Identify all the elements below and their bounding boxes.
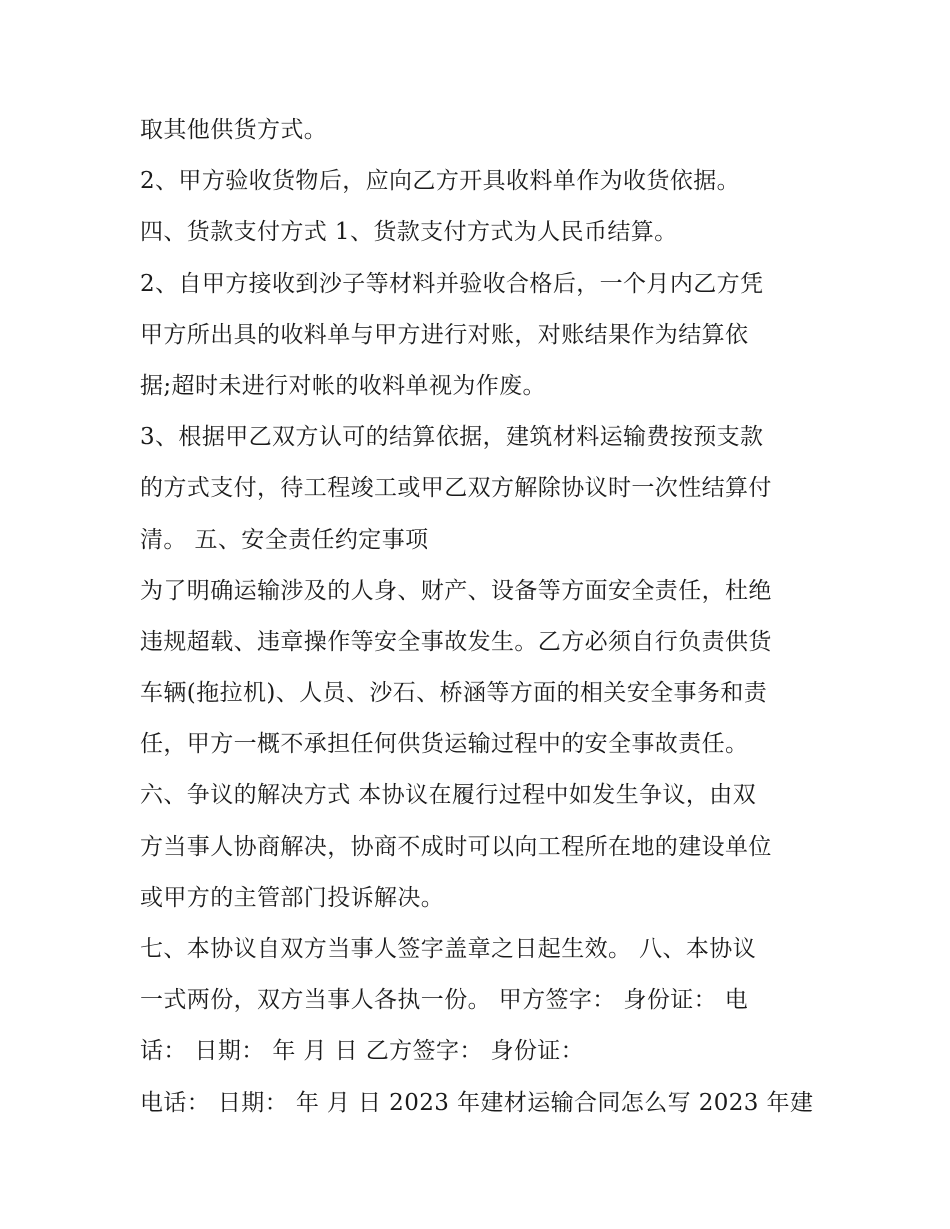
text-line: 六、争议的解决方式 本协议在履行过程中如发生争议，由双 xyxy=(140,782,757,809)
text-line: 一式两份，双方当事人各执一份。 甲方签字： 身份证： 电 xyxy=(140,987,749,1014)
text-line: 车辆(拖拉机)、人员、沙石、桥涵等方面的相关安全事务和责 xyxy=(140,680,768,707)
text-line: 或甲方的主管部门投诉解决。 xyxy=(140,884,445,911)
text-line: 取其他供货方式。 xyxy=(140,117,328,143)
text-line: 方当事人协商解决，协商不成时可以向工程所在地的建设单位 xyxy=(140,833,772,860)
text-line: 电话： 日期： 年 月 日 2023 年建材运输合同怎么写 2023 年建 xyxy=(140,1089,814,1116)
text-line: 为了明确运输涉及的人身、财产、设备等方面安全责任，杜绝 xyxy=(140,577,772,604)
text-line: 的方式支付，待工程竣工或甲乙双方解除协议时一次性结算付 xyxy=(140,475,772,502)
text-line: 七、本协议自双方当事人签字盖章之日起生效。 八、本协议 xyxy=(140,936,757,962)
text-line: 违规超载、违章操作等安全事故发生。乙方必须自行负责供货 xyxy=(140,628,772,655)
text-line: 四、货款支付方式 1、货款支付方式为人民币结算。 xyxy=(140,219,678,246)
document-body xyxy=(140,110,820,1134)
text-line: 2、自甲方接收到沙子等材料并验收合格后，一个月内乙方凭 xyxy=(140,270,764,297)
text-line: 任，甲方一概不承担任何供货运输过程中的安全事故责任。 xyxy=(140,731,749,758)
text-line: 话： 日期： 年 月 日 乙方签字： 身份证： xyxy=(140,1038,585,1065)
text-line: 甲方所出具的收料单与甲方进行对账，对账结果作为结算依 xyxy=(140,321,749,348)
text-line: 2、甲方验收货物后，应向乙方开具收料单作为收货依据。 xyxy=(140,168,741,195)
text-line: 据;超时未进行对帐的收料单视为作废。 xyxy=(140,372,546,399)
text-line: 清。 五、安全责任约定事项 xyxy=(140,526,429,553)
text-line: 3、根据甲乙双方认可的结算依据，建筑材料运输费按预支款 xyxy=(140,424,764,451)
